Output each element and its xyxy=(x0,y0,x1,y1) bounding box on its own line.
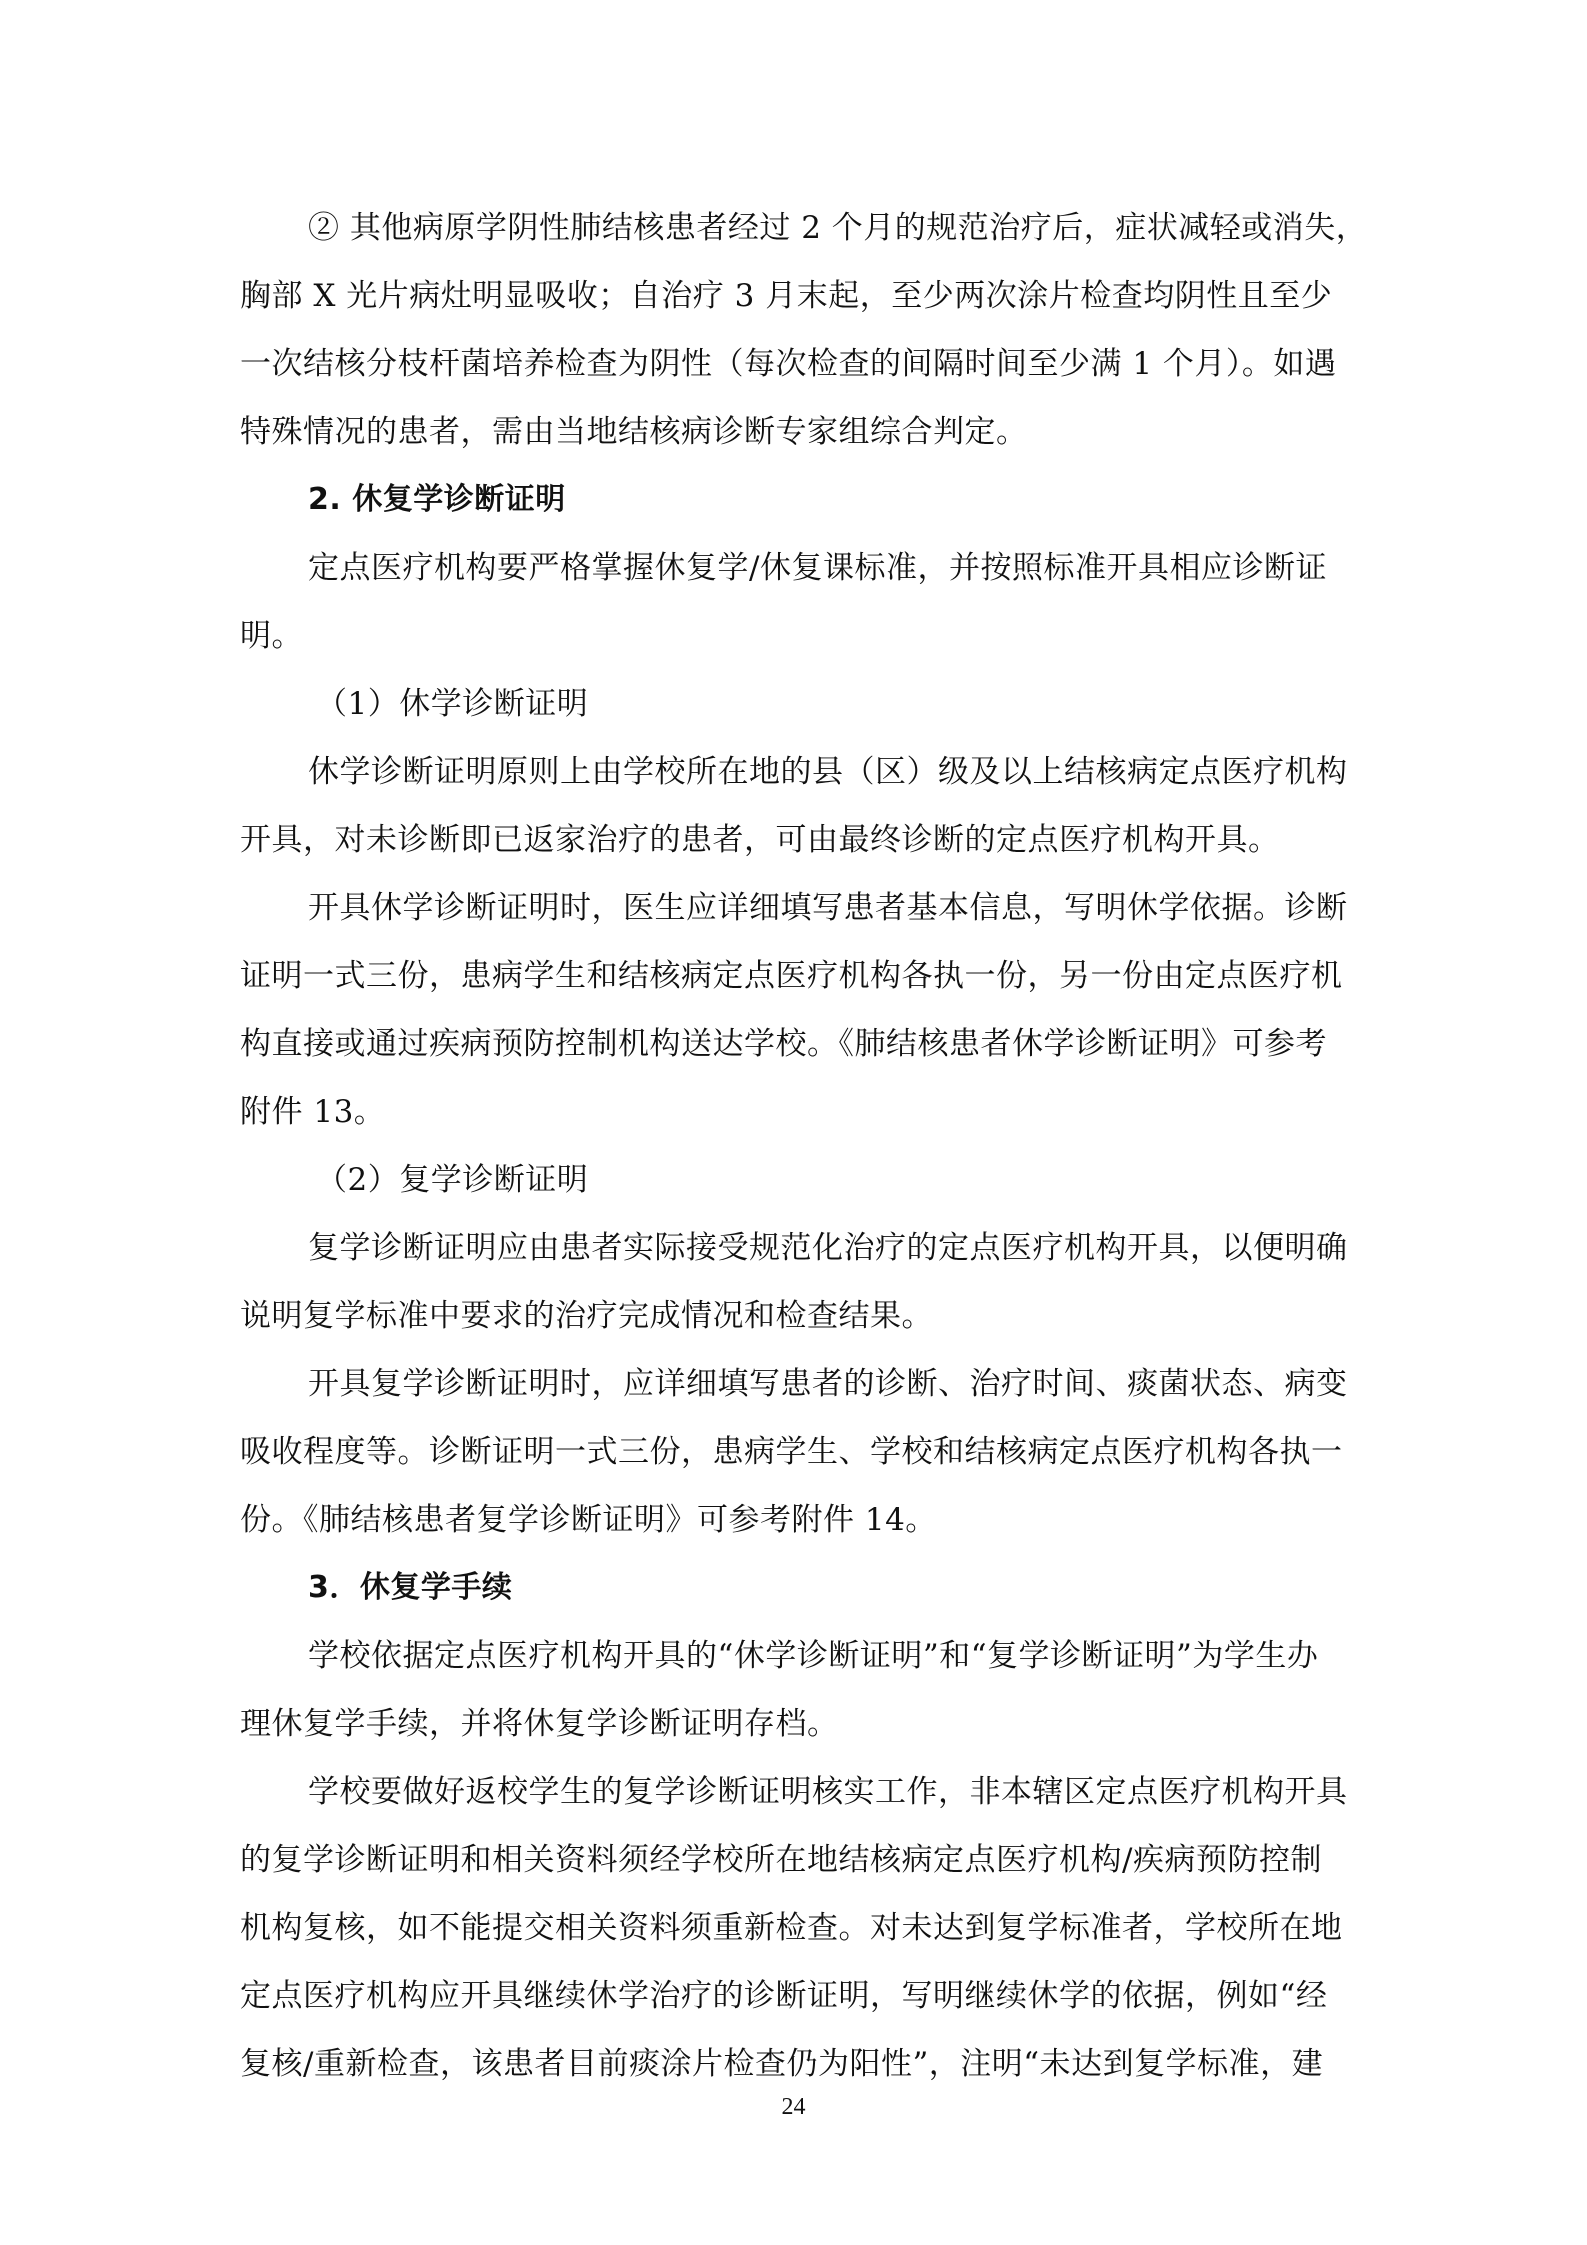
paragraph-line: 说明复学标准中要求的治疗完成情况和检查结果。 xyxy=(240,1298,933,1334)
paragraph-line: 一次结核分枝杆菌培养检查为阴性（每次检查的间隔时间至少满 1 个月）。如遇 xyxy=(240,346,1337,382)
paragraph-line: 复核/重新检查，该患者目前痰涂片检查仍为阳性”，注明“未达到复学标准，建 xyxy=(240,2046,1324,2082)
paragraph-line: 开具休学诊断证明时，医生应详细填写患者基本信息，写明休学依据。诊断 xyxy=(308,890,1348,926)
paragraph-line: 构直接或通过疾病预防控制机构送达学校。《肺结核患者休学诊断证明》可参考 xyxy=(240,1026,1327,1062)
paragraph-line: 胸部 X 光片病灶明显吸收；自治疗 3 月末起，至少两次涂片检查均阴性且至少 xyxy=(240,278,1333,314)
paragraph-line: 吸收程度等。诊断证明一式三份，患病学生、学校和结核病定点医疗机构各执一 xyxy=(240,1434,1343,1470)
paragraph-line: ② 其他病原学阴性肺结核患者经过 2 个月的规范治疗后，症状减轻或消失， xyxy=(308,210,1368,246)
paragraph-line: 定点医疗机构应开具继续休学治疗的诊断证明，写明继续休学的依据，例如“经 xyxy=(240,1978,1328,2014)
paragraph-line: 的复学诊断证明和相关资料须经学校所在地结核病定点医疗机构/疾病预防控制 xyxy=(240,1842,1322,1878)
paragraph-line: 附件 13。 xyxy=(240,1094,386,1130)
paragraph-line: 机构复核，如不能提交相关资料须重新检查。对未达到复学标准者，学校所在地 xyxy=(240,1910,1343,1946)
paragraph-line: 休学诊断证明原则上由学校所在地的县（区）级及以上结核病定点医疗机构 xyxy=(308,754,1348,790)
paragraph-line: 理休复学手续，并将休复学诊断证明存档。 xyxy=(240,1706,839,1742)
paragraph-line: 份。《肺结核患者复学诊断证明》可参考附件 14。 xyxy=(240,1502,937,1538)
paragraph-line: 复学诊断证明应由患者实际接受规范化治疗的定点医疗机构开具，以便明确 xyxy=(308,1230,1348,1266)
section-heading: 2. 休复学诊断证明 xyxy=(308,482,566,517)
paragraph-line: 开具，对未诊断即已返家治疗的患者，可由最终诊断的定点医疗机构开具。 xyxy=(240,822,1280,858)
subsection-heading: （1）休学诊断证明 xyxy=(316,686,589,722)
paragraph-line: 学校依据定点医疗机构开具的“休学诊断证明”和“复学诊断证明”为学生办 xyxy=(308,1638,1319,1674)
paragraph-line: 明。 xyxy=(240,618,303,654)
page-number: 24 xyxy=(781,2094,806,2120)
paragraph-line: 证明一式三份，患病学生和结核病定点医疗机构各执一份，另一份由定点医疗机 xyxy=(240,958,1343,994)
section-heading: 3．休复学手续 xyxy=(308,1570,513,1605)
paragraph-line: 开具复学诊断证明时，应详细填写患者的诊断、治疗时间、痰菌状态、病变 xyxy=(308,1366,1348,1402)
document-body xyxy=(240,194,1368,2098)
subsection-heading: （2）复学诊断证明 xyxy=(316,1162,589,1198)
paragraph-line: 学校要做好返校学生的复学诊断证明核实工作，非本辖区定点医疗机构开具 xyxy=(308,1774,1348,1810)
paragraph-line: 特殊情况的患者，需由当地结核病诊断专家组综合判定。 xyxy=(240,414,1028,450)
paragraph-line: 定点医疗机构要严格掌握休复学/休复课标准，并按照标准开具相应诊断证 xyxy=(308,550,1327,586)
